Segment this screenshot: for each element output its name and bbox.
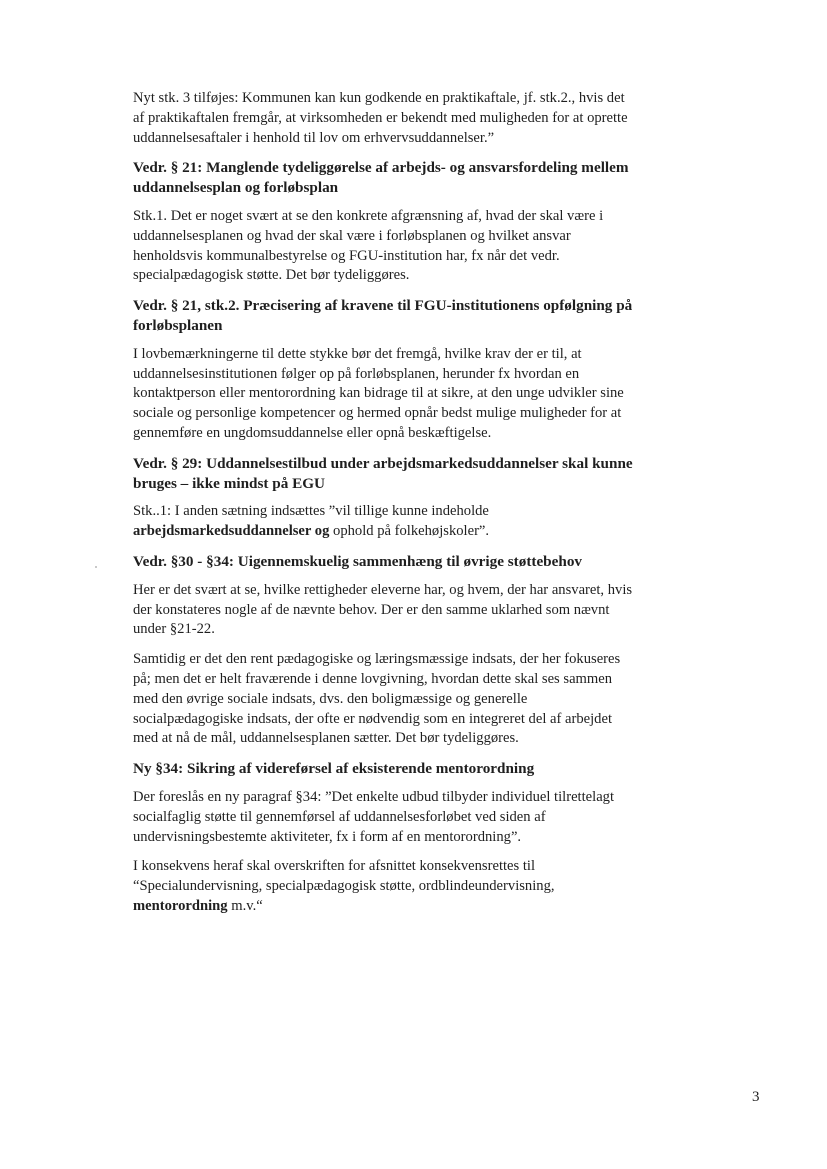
section-29-body	[133, 502, 693, 542]
section-heading-new-34: Ny §34: Sikring af videreførsel af eksisterende mentorordning	[133, 760, 535, 778]
document-page	[133, 89, 693, 927]
section-30-34-body: Her er det svært at se, hvilke rettigheder eleverne har, og hvem, der har ansvaret, hvis der konstateres nogle af de nævnte behov. Der er den samme uklarhed som nævnt under §21-22.	[133, 581, 633, 638]
page-number: 3	[752, 1089, 760, 1105]
section-new-34-body: Der foreslås en ny paragraf §34: ”Det enkelte udbud tilbyder individuel tilrettelagt socialfaglig støtte til gennemførsel af uddannelsesforløbet ved siden af undervisningsbestemte aktiviteter, fx i form af en mentorordning”.	[133, 788, 615, 845]
section-new-34-body-2-bold: mentorordning	[133, 897, 228, 914]
intro-paragraph: Nyt stk. 3 tilføjes: Kommunen kan kun godkende en praktikaftale, jf. stk.2., hvis det af praktikaftalen fremgår, at virksomheden er bekendt med muligheden for at oprette uddannelsesaftaler i henhold til lov om erhvervsuddannelser.”	[133, 90, 628, 146]
scan-speck	[95, 566, 97, 568]
section-29-body-bold: arbejdsmarkedsuddannelser og	[133, 523, 330, 540]
section-heading-29: Vedr. § 29: Uddannelsestilbud under arbejdsmarkedsuddannelser skal kunne bruges – ikke mindst på EGU	[133, 454, 633, 492]
section-29-body-end: ophold på folkehøjskoler”.	[329, 523, 490, 540]
section-21-stk2-body: I lovbemærkningerne til dette stykke bør det fremgå, hvilke krav der er til, at uddannelsesinstitutionen følger op på forløbsplanen, herunder fx hvordan en kontaktperson eller mentorordning kan bidrage til at sikre, at den unge udvikler sine sociale og personlige kompetencer og hermed opnår bedst mulige muligheder for at gennemføre en ungdomsuddannelse eller opnå beskæftigelse.	[133, 345, 624, 441]
section-29-body-text: Stk..1: I anden sætning indsættes ”vil tillige kunne indeholde	[133, 503, 489, 520]
section-heading-21: Vedr. § 21: Manglende tydeliggørelse af arbejds- og ansvarsfordeling mellem uddannelsesplan og forløbsplan	[133, 159, 629, 197]
section-heading-21-stk2: Vedr. § 21, stk.2. Præcisering af kravene til FGU-institutionens opfølgning på forløbsplanen	[133, 297, 633, 334]
section-21-body: Stk.1. Det er noget svært at se den konkrete afgrænsning af, hvad der skal være i uddannelsesplanen og hvad der skal være i forløbsplanen og hvilket ansvar henholdsvis kommunalbestyrelse og FGU-institution har, fx når det vedr. specialpædagogisk støtte. Det bør tydeliggøres.	[133, 207, 604, 284]
section-new-34-body-2	[133, 857, 693, 916]
section-new-34-body-2-text: I konsekvens heraf skal overskriften for afsnittet konsekvensrettes til “Specialundervisning, specialpædagogisk støtte, ordblindeundervisning,	[133, 858, 555, 895]
section-30-34-body-2: Samtidig er det den rent pædagogiske og læringsmæssige indsats, der her fokuseres på; men det er helt fraværende i denne lovgivning, hvordan dette skal ses sammen med den øvrige sociale indsats, dvs. den boligmæssige og generelle socialpædagogiske indsats, der ofte er nødvendig som en integreret del af arbejdet med at nå de mål, uddannelsesplanen sætter. Det bør tydeliggøres.	[133, 651, 621, 747]
section-new-34-body-2-end: m.v.“	[227, 897, 263, 914]
section-heading-30-34: Vedr. §30 - §34: Uigennemskuelig sammenhæng til øvrige støttebehov	[133, 552, 583, 570]
